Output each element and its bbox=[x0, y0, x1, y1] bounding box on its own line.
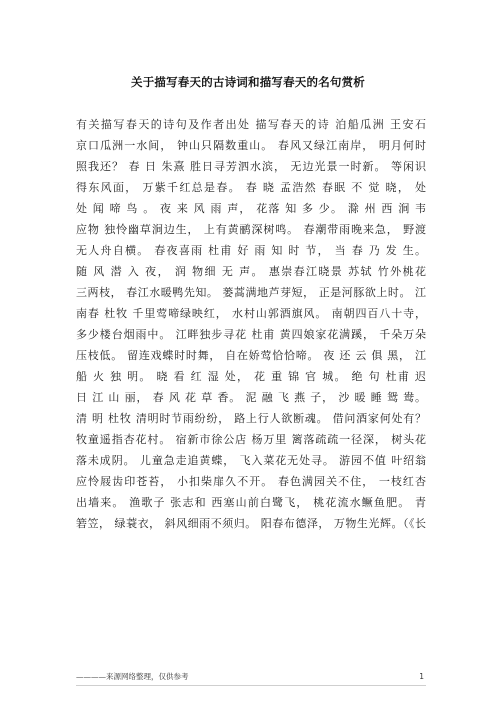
body-line: 日 江 山 丽， 春 风 花 草 香。 泥 融 飞 燕 子， 沙 暖 睡 鸳 鸯。 bbox=[76, 391, 426, 404]
footer-source-note: ————来源网络整理，仅供参考 bbox=[76, 672, 189, 681]
body-line: 有关描写春天的诗句及作者出处 描写春天的诗 泊船瓜洲 王安石 bbox=[76, 118, 426, 131]
body-line: 清 明 杜牧 清明时节雨纷纷， 路上行人欲断魂。 借问酒家何处有？ bbox=[76, 412, 426, 425]
body-line: 无人舟自横。 春夜喜雨 杜甫 好 雨 知 时 节， 当 春 乃 发 生。 bbox=[76, 244, 426, 257]
body-line: 落未成阴。 儿童急走追黄蝶， 飞入菜花无处寻。 游园不值 叶绍翁 bbox=[76, 454, 426, 467]
body-line: 京口瓜洲一水间， 钟山只隔数重山。 春风又绿江南岸， 明月何时 bbox=[76, 139, 426, 152]
body-line: 应怜屐齿印苍苔， 小扣柴扉久不开。 春色满园关不住， 一枝红杏 bbox=[76, 475, 426, 488]
footer-divider bbox=[76, 685, 426, 686]
body-text bbox=[76, 114, 426, 534]
body-line: 压枝低。 留连戏蝶时时舞， 自在娇莺恰恰啼。 夜 还 云 俱 黑， 江 bbox=[76, 349, 426, 362]
body-line: 随 风 潜 入 夜， 润 物细 无 声。 惠崇春江晓景 苏轼 竹外桃花 bbox=[76, 265, 426, 278]
body-line: 应物 独怜幽草涧边生， 上有黄鹂深树鸣。 春潮带雨晚来急， 野渡 bbox=[76, 223, 426, 236]
body-line: 得东风面， 万紫千红总是春。 春 晓 孟浩然 春眠 不 觉 晓， 处 bbox=[76, 181, 426, 194]
body-line: 出墙来。 渔歌子 张志和 西塞山前白鹭飞， 桃花流水鳜鱼肥。 青 bbox=[76, 496, 426, 509]
body-line: 多少楼台烟雨中。 江畔独步寻花 杜甫 黄四娘家花满蹊， 千朵万朵 bbox=[76, 328, 426, 341]
body-line: 处 闻 啼 鸟 。 夜 来 风 雨 声， 花落 知 多 少。 滁 州 西 涧 韦 bbox=[76, 202, 426, 215]
body-line: 船 火 独 明。 晓 看 红 湿 处， 花 重 锦 官 城。 绝 句 杜甫 迟 bbox=[76, 370, 426, 383]
body-line: 南春 杜牧 千里莺啼绿映红， 水村山郭酒旗风。 南朝四百八十寺， bbox=[76, 307, 426, 320]
document-title: 关于描写春天的古诗词和描写春天的名句赏析 bbox=[131, 75, 365, 89]
body-line: 三两枝， 春江水暖鸭先知。 蒌蒿满地芦芽短， 正是河豚欲上时。 江 bbox=[76, 286, 426, 299]
page-number: 1 bbox=[419, 672, 424, 681]
body-line: 照我还？ 春 日 朱熹 胜日寻芳泗水滨， 无边光景一时新。 等闲识 bbox=[76, 160, 426, 173]
body-line: 牧童遥指杏花村。 宿新市徐公店 杨万里 篱落疏疏一径深， 树头花 bbox=[76, 433, 426, 446]
body-line: 箬笠， 绿蓑衣， 斜风细雨不须归。 阳春布德泽， 万物生光辉。（《长 bbox=[76, 517, 426, 530]
